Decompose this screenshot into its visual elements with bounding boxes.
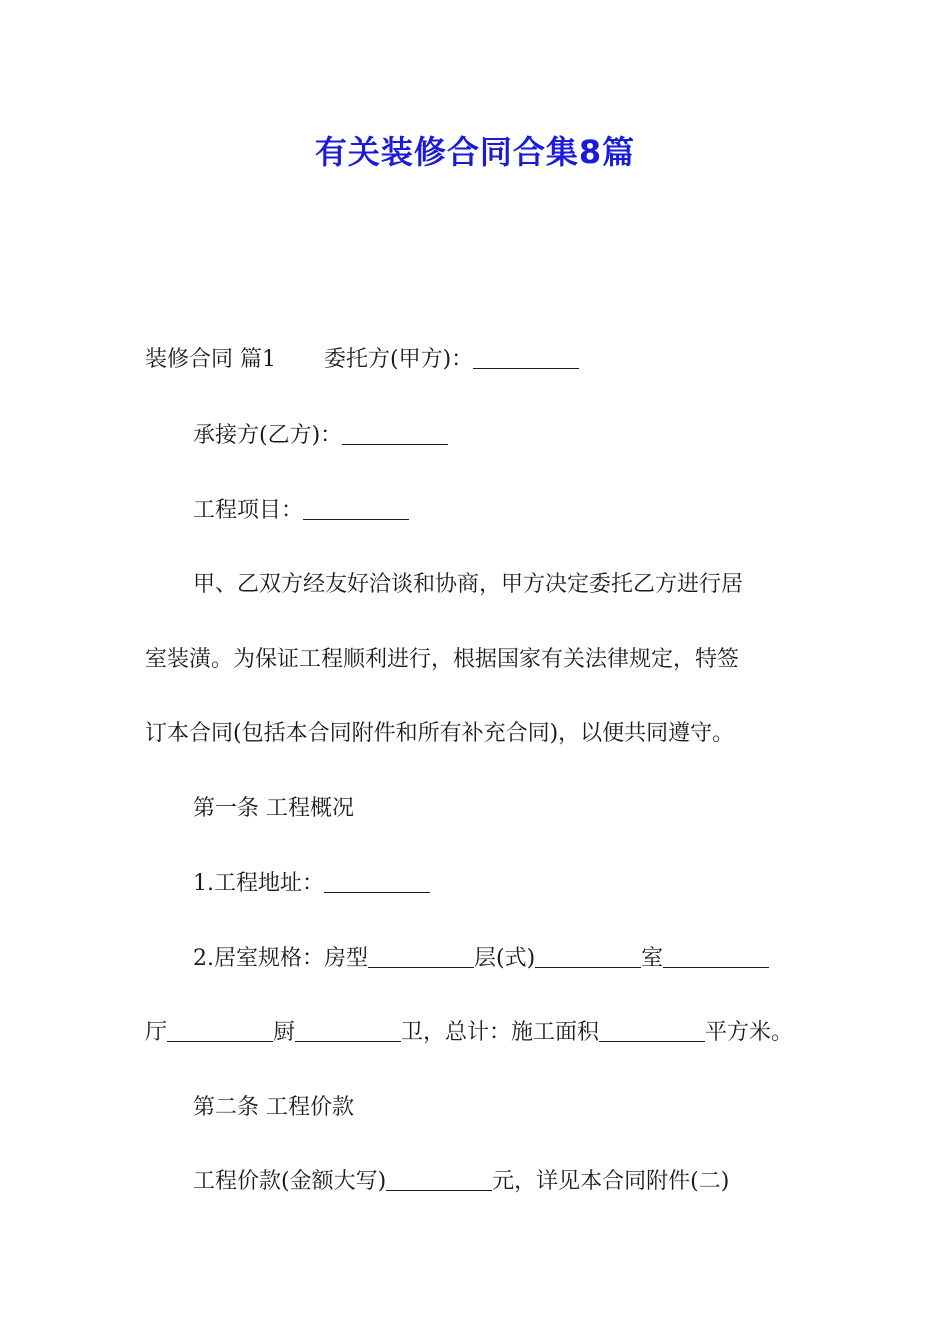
- area-blank[interactable]: [599, 1019, 705, 1042]
- bath-total-label: 卫，总计：施工面积: [401, 1020, 600, 1045]
- price-line: [193, 1167, 729, 1197]
- hall-blank[interactable]: [167, 1019, 273, 1042]
- hall-label: 厅: [145, 1020, 168, 1045]
- party-b-label: 承接方(乙方)：: [193, 423, 343, 448]
- document-title: 有关装修合同合集8篇: [314, 133, 636, 171]
- address-line: [193, 869, 430, 899]
- room-label: 室: [641, 946, 664, 971]
- floor-label: 层(式): [474, 946, 536, 971]
- room-type-blank[interactable]: [368, 945, 474, 968]
- room-blank[interactable]: [663, 945, 769, 968]
- project-line: [193, 496, 409, 526]
- article-2-heading: 第二条 工程价款: [193, 1095, 354, 1120]
- section-heading: 装修合同 篇1: [145, 347, 276, 372]
- party-a-label: 委托方(甲方)：: [324, 347, 474, 372]
- spec-prefix: 2.居室规格：房型: [193, 946, 368, 971]
- kitchen-blank[interactable]: [295, 1019, 401, 1042]
- address-blank[interactable]: [324, 870, 430, 893]
- project-label: 工程项目：: [193, 498, 304, 523]
- article-1-heading: 第一条 工程概况: [193, 796, 354, 821]
- price-blank[interactable]: [386, 1168, 492, 1191]
- price-suffix: 元，详见本合同附件(二): [492, 1169, 730, 1194]
- paragraph-line-2: 室装潢。为保证工程顺利进行，根据国家有关法律规定，特签: [145, 647, 740, 672]
- address-label: 1.工程地址：: [193, 871, 324, 896]
- party-b-line: [193, 421, 448, 451]
- floor-blank[interactable]: [535, 945, 641, 968]
- price-label: 工程价款(金额大写): [193, 1169, 387, 1194]
- project-blank[interactable]: [303, 497, 409, 520]
- spec-line-1: [193, 944, 769, 974]
- party-b-blank[interactable]: [342, 422, 448, 445]
- paragraph-line-3: 订本合同(包括本合同附件和所有补充合同)，以便共同遵守。: [145, 721, 735, 746]
- party-a-blank[interactable]: [473, 346, 579, 369]
- spec-line-2: [145, 1018, 793, 1048]
- intro-line: [145, 345, 579, 375]
- paragraph-line-1: 甲、乙双方经友好洽谈和协商，甲方决定委托乙方进行居: [193, 572, 744, 597]
- kitchen-label: 厨: [273, 1020, 296, 1045]
- area-unit: 平方米。: [705, 1020, 794, 1045]
